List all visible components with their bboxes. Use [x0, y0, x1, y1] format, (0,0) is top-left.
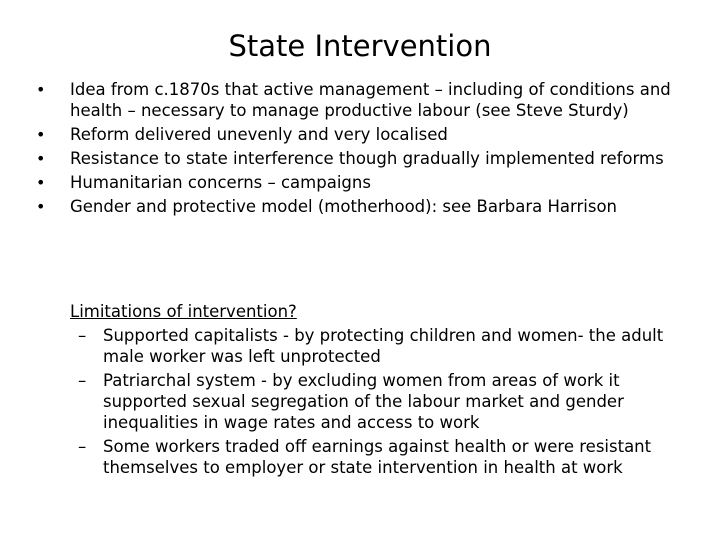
bullet-text: Gender and protective model (motherhood): see Barbara Harrison	[70, 197, 618, 216]
limitation-item	[70, 436, 690, 478]
limitations-heading: Limitations of intervention?	[70, 302, 297, 321]
bullet-icon: •	[36, 125, 46, 144]
limitations-list	[70, 325, 690, 478]
bullet-list	[36, 79, 696, 220]
limitation-text: Some workers traded off earnings against health or were resistant themselves to employer or state intervention in health at work	[103, 437, 652, 477]
dash-icon: –	[78, 326, 87, 345]
bullet-icon: •	[36, 149, 46, 168]
bullet-icon: •	[36, 80, 46, 99]
bullet-item	[36, 148, 696, 169]
bullet-item	[36, 79, 696, 121]
dash-icon: –	[78, 437, 87, 456]
bullet-text: Resistance to state interference though gradually implemented reforms	[70, 149, 664, 168]
bullet-text: Humanitarian concerns – campaigns	[70, 173, 371, 192]
bullet-icon: •	[36, 197, 46, 216]
bullet-text: Idea from c.1870s that active management – including of conditions and health – necessary to manage productive labour (see Steve Sturdy)	[70, 80, 671, 120]
limitations-section	[70, 301, 690, 481]
slide-title: State Intervention	[228, 29, 492, 63]
bullet-text: Reform delivered unevenly and very localised	[70, 125, 448, 144]
bullet-icon: •	[36, 173, 46, 192]
limitation-item	[70, 370, 690, 433]
limitation-text: Supported capitalists - by protecting children and women- the adult male worker was left unprotected	[103, 326, 664, 366]
bullet-item	[36, 172, 696, 193]
bullet-item	[36, 196, 696, 217]
dash-icon: –	[78, 371, 87, 390]
limitation-item	[70, 325, 690, 367]
bullet-item	[36, 124, 696, 145]
limitation-text: Patriarchal system - by excluding women from areas of work it supported sexual segregation of the labour market and gender inequalities in wage rates and access to work	[103, 371, 624, 432]
